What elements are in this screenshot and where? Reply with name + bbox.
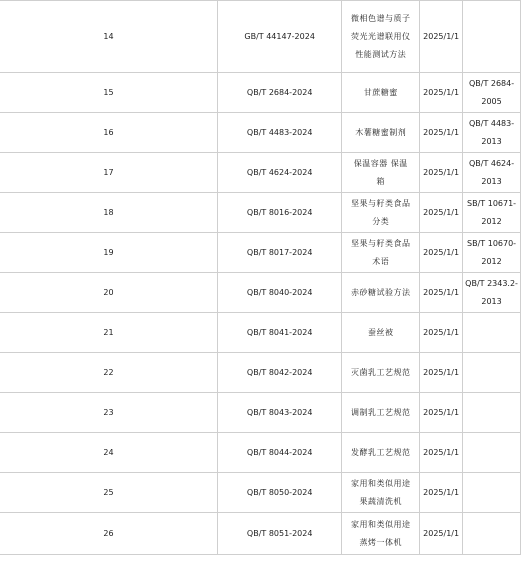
row-number-cell xyxy=(0,433,217,473)
table-row xyxy=(0,473,521,513)
row-number: 20 xyxy=(103,287,114,297)
effective-date: 2025/1/1 xyxy=(423,167,460,177)
replaced-standard-cell xyxy=(463,193,521,233)
standard-code-cell xyxy=(217,433,342,473)
effective-date: 2025/1/1 xyxy=(423,87,460,97)
standard-name-cell xyxy=(342,73,420,113)
row-number: 15 xyxy=(103,87,114,97)
row-number: 26 xyxy=(103,528,114,538)
standard-name: 调制乳工艺规范 xyxy=(351,407,411,417)
standard-name: 家用和类似用途果蔬清洗机 xyxy=(351,478,411,506)
replaced-standard-cell xyxy=(463,513,521,555)
standard-code: QB/T 8042-2024 xyxy=(246,367,313,377)
effective-date-cell xyxy=(420,473,463,513)
standard-name: 蚕丝被 xyxy=(368,327,394,337)
row-number: 18 xyxy=(103,207,114,217)
replaced-standard-cell xyxy=(463,473,521,513)
standard-name: 赤砂糖试验方法 xyxy=(351,287,411,297)
standard-name-cell xyxy=(342,313,420,353)
effective-date: 2025/1/1 xyxy=(423,31,460,41)
standard-name-cell xyxy=(342,1,420,73)
standard-name-cell xyxy=(342,393,420,433)
effective-date: 2025/1/1 xyxy=(423,447,460,457)
standard-name: 坚果与籽类食品 分类 xyxy=(351,198,411,226)
replaced-standard: QB/T 4624-2013 xyxy=(468,158,515,186)
standard-code-cell xyxy=(217,153,342,193)
standard-code-cell xyxy=(217,313,342,353)
standard-name-cell xyxy=(342,513,420,555)
row-number: 21 xyxy=(103,327,114,337)
effective-date-cell xyxy=(420,433,463,473)
standard-code-cell xyxy=(217,473,342,513)
table-row xyxy=(0,313,521,353)
standard-code: QB/T 8044-2024 xyxy=(246,447,313,457)
row-number: 24 xyxy=(103,447,114,457)
standard-code-cell xyxy=(217,73,342,113)
effective-date-cell xyxy=(420,193,463,233)
standard-code: QB/T 2684-2024 xyxy=(246,87,313,97)
row-number: 16 xyxy=(103,127,114,137)
standard-code: QB/T 4483-2024 xyxy=(246,127,313,137)
standard-code: QB/T 8041-2024 xyxy=(246,327,313,337)
standard-code: QB/T 8050-2024 xyxy=(246,487,313,497)
row-number-cell xyxy=(0,153,217,193)
standard-code: GB/T 44147-2024 xyxy=(244,31,315,41)
effective-date-cell xyxy=(420,313,463,353)
replaced-standard: QB/T 2343.2-2013 xyxy=(465,278,518,306)
standard-name-cell xyxy=(342,473,420,513)
row-number-cell xyxy=(0,273,217,313)
replaced-standard-cell xyxy=(463,233,521,273)
standard-name: 家用和类似用途蒸烤一体机 xyxy=(351,519,411,547)
row-number: 25 xyxy=(103,487,114,497)
row-number-cell xyxy=(0,393,217,433)
standard-code-cell xyxy=(217,393,342,433)
table-row xyxy=(0,73,521,113)
effective-date: 2025/1/1 xyxy=(423,207,460,217)
replaced-standard-cell xyxy=(463,393,521,433)
standard-code: QB/T 4624-2024 xyxy=(246,167,313,177)
row-number: 19 xyxy=(103,247,114,257)
effective-date-cell xyxy=(420,233,463,273)
effective-date: 2025/1/1 xyxy=(423,247,460,257)
standard-code: QB/T 8043-2024 xyxy=(246,407,313,417)
effective-date-cell xyxy=(420,513,463,555)
row-number-cell xyxy=(0,193,217,233)
effective-date: 2025/1/1 xyxy=(423,407,460,417)
effective-date-cell xyxy=(420,273,463,313)
table-row xyxy=(0,393,521,433)
replaced-standard-cell xyxy=(463,113,521,153)
table-row xyxy=(0,193,521,233)
replaced-standard: QB/T 2684-2005 xyxy=(468,78,515,106)
row-number-cell xyxy=(0,1,217,73)
standard-code-cell xyxy=(217,1,342,73)
replaced-standard: SB/T 10671-2012 xyxy=(467,198,517,226)
table-row xyxy=(0,513,521,555)
replaced-standard-cell xyxy=(463,313,521,353)
row-number-cell xyxy=(0,353,217,393)
standard-name: 坚果与籽类食品 术语 xyxy=(351,238,411,266)
standard-name: 微相色谱与质子荧光光谱联用仪性能测试方法 xyxy=(351,13,411,59)
replaced-standard-cell xyxy=(463,1,521,73)
standard-name: 保温容器 保温箱 xyxy=(353,158,408,186)
table-row xyxy=(0,113,521,153)
effective-date: 2025/1/1 xyxy=(423,127,460,137)
effective-date: 2025/1/1 xyxy=(423,487,460,497)
standard-code-cell xyxy=(217,353,342,393)
row-number-cell xyxy=(0,73,217,113)
replaced-standard: QB/T 4483-2013 xyxy=(468,118,515,146)
table-row xyxy=(0,233,521,273)
standard-code: QB/T 8017-2024 xyxy=(246,247,313,257)
standard-code: QB/T 8016-2024 xyxy=(246,207,313,217)
standard-name-cell xyxy=(342,153,420,193)
standard-name-cell xyxy=(342,433,420,473)
effective-date-cell xyxy=(420,153,463,193)
table-row xyxy=(0,353,521,393)
standard-code-cell xyxy=(217,513,342,555)
table-row xyxy=(0,433,521,473)
row-number: 14 xyxy=(103,31,114,41)
effective-date-cell xyxy=(420,73,463,113)
row-number-cell xyxy=(0,233,217,273)
effective-date: 2025/1/1 xyxy=(423,327,460,337)
effective-date: 2025/1/1 xyxy=(423,528,460,538)
effective-date: 2025/1/1 xyxy=(423,287,460,297)
standard-code-cell xyxy=(217,233,342,273)
standard-code-cell xyxy=(217,193,342,233)
row-number: 17 xyxy=(103,167,114,177)
row-number-cell xyxy=(0,513,217,555)
standard-name-cell xyxy=(342,353,420,393)
table-row xyxy=(0,1,521,73)
replaced-standard-cell xyxy=(463,353,521,393)
row-number-cell xyxy=(0,113,217,153)
standard-name-cell xyxy=(342,193,420,233)
replaced-standard: SB/T 10670-2012 xyxy=(467,238,517,266)
table-row xyxy=(0,153,521,193)
replaced-standard-cell xyxy=(463,273,521,313)
standard-name-cell xyxy=(342,233,420,273)
standard-name: 灭菌乳工艺规范 xyxy=(351,367,411,377)
standard-name: 发酵乳工艺规范 xyxy=(351,447,411,457)
standard-code-cell xyxy=(217,113,342,153)
row-number-cell xyxy=(0,473,217,513)
row-number-cell xyxy=(0,313,217,353)
replaced-standard-cell xyxy=(463,73,521,113)
standard-name: 甘蔗糖蜜 xyxy=(363,87,398,97)
row-number: 23 xyxy=(103,407,114,417)
replaced-standard-cell xyxy=(463,433,521,473)
standard-code: QB/T 8040-2024 xyxy=(246,287,313,297)
row-number: 22 xyxy=(103,367,114,377)
effective-date: 2025/1/1 xyxy=(423,367,460,377)
standard-code: QB/T 8051-2024 xyxy=(246,528,313,538)
replaced-standard-cell xyxy=(463,153,521,193)
standards-table-body xyxy=(0,1,521,555)
effective-date-cell xyxy=(420,393,463,433)
effective-date-cell xyxy=(420,1,463,73)
standard-name: 木薯糖蜜制剂 xyxy=(355,127,407,137)
effective-date-cell xyxy=(420,353,463,393)
standard-code-cell xyxy=(217,273,342,313)
standard-name-cell xyxy=(342,273,420,313)
standard-name-cell xyxy=(342,113,420,153)
table-row xyxy=(0,273,521,313)
effective-date-cell xyxy=(420,113,463,153)
